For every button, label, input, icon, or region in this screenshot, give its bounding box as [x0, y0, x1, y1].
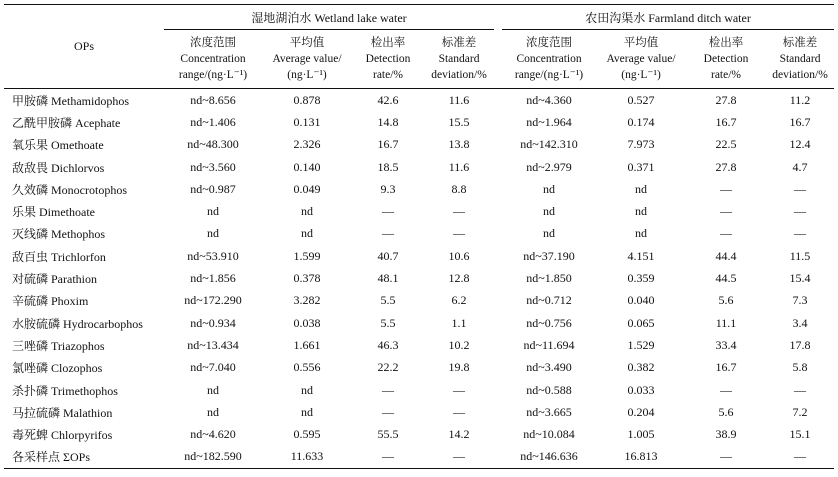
cell-stddev-farmland: 15.4	[789, 271, 811, 286]
cell-detection-farmland: 33.4	[715, 337, 737, 352]
cell-average-wetland: 0.038	[293, 315, 321, 330]
cell-detection-wetland: —	[382, 404, 394, 419]
row-op-name: 敌百虫 Trichlorfon	[12, 249, 106, 264]
cell-stddev-farmland: 17.8	[789, 337, 811, 352]
table-row	[4, 134, 834, 156]
cell-stddev-farmland: —	[766, 446, 834, 469]
cell-stddev-wetland: —	[453, 382, 465, 397]
cell-concentration-farmland: nd	[543, 181, 556, 196]
row-gap	[494, 401, 502, 423]
cell-detection-farmland: 11.1	[715, 315, 737, 330]
table-row	[4, 89, 834, 112]
cell-concentration-farmland: nd~142.310	[520, 137, 578, 152]
cell-stddev-farmland: 11.2	[789, 92, 811, 107]
cell-stddev-farmland: —	[794, 204, 807, 219]
cell-average-wetland: nd	[301, 204, 313, 219]
row-gap	[494, 267, 502, 289]
cell-average-farmland: 0.359	[627, 271, 655, 286]
cell-average-farmland: 0.065	[627, 315, 655, 330]
cell-average-farmland: 0.040	[627, 293, 655, 308]
cell-average-wetland: 0.595	[293, 427, 321, 442]
cell-concentration-wetland: nd	[207, 226, 219, 241]
row-gap	[494, 334, 502, 356]
table-row	[4, 357, 834, 379]
cell-average-wetland: nd	[301, 226, 313, 241]
cell-detection-wetland: 48.1	[377, 271, 399, 286]
cell-concentration-wetland: nd~3.560	[190, 159, 236, 174]
cell-detection-farmland: 27.8	[715, 92, 737, 107]
cell-stddev-wetland: 6.2	[451, 293, 467, 308]
cell-detection-wetland: —	[382, 226, 394, 241]
cell-stddev-farmland: 12.4	[789, 137, 811, 152]
cell-detection-wetland: 40.7	[377, 248, 399, 263]
table-row	[4, 446, 834, 469]
cell-stddev-wetland: 10.6	[448, 248, 470, 263]
row-op-name: 水胺硫磷 Hydrocarbophos	[12, 316, 143, 331]
cell-average-farmland: 0.204	[627, 404, 655, 419]
cell-stddev-wetland: 11.6	[448, 159, 470, 174]
cell-stddev-farmland: 16.7	[789, 114, 811, 129]
row-gap	[494, 134, 502, 156]
col-header-concentration-farmland: 浓度范围 Concentration range/(ng·L⁻¹)	[502, 30, 596, 89]
row-op-name: 马拉硫磷 Malathion	[12, 405, 113, 420]
cell-average-wetland: nd	[301, 404, 313, 419]
cell-average-wetland: 2.326	[293, 137, 321, 152]
table-row	[4, 379, 834, 401]
cell-detection-farmland: —	[686, 446, 766, 469]
cell-concentration-wetland: nd~172.290	[184, 293, 242, 308]
row-gap	[494, 156, 502, 178]
cell-detection-wetland: 5.5	[380, 315, 396, 330]
group-header-wetland: 湿地湖泊水 Wetland lake water	[164, 5, 494, 30]
cell-concentration-farmland: nd~11.694	[523, 337, 575, 352]
col-header-stddev-wetland: 标准差 Standard deviation/%	[424, 30, 494, 89]
cell-concentration-wetland: nd	[207, 382, 219, 397]
row-op-name: 敌敌畏 Dichlorvos	[12, 160, 105, 175]
group-gap	[494, 5, 502, 30]
cell-detection-wetland: 55.5	[377, 427, 399, 442]
cell-detection-farmland: 27.8	[715, 159, 737, 174]
cell-concentration-farmland: nd~146.636	[502, 446, 596, 469]
cell-detection-wetland: 46.3	[377, 337, 399, 352]
cell-average-farmland: 0.527	[627, 92, 655, 107]
row-op-name: 氧乐果 Omethoate	[12, 138, 104, 153]
op-column-header: OPs	[4, 5, 164, 89]
cell-stddev-wetland: 12.8	[448, 271, 470, 286]
cell-detection-farmland: —	[720, 226, 733, 241]
cell-average-farmland: 4.151	[627, 248, 655, 263]
row-op-name: 辛硫磷 Phoxim	[12, 294, 89, 309]
cell-concentration-farmland: nd~1.850	[526, 271, 572, 286]
cell-stddev-wetland: 15.5	[448, 114, 470, 129]
cell-stddev-farmland: —	[794, 382, 807, 397]
cell-stddev-farmland: —	[794, 226, 807, 241]
table-row	[4, 312, 834, 334]
cell-detection-wetland: 16.7	[377, 137, 399, 152]
col-gap	[494, 30, 502, 89]
table-row	[4, 156, 834, 178]
cell-concentration-farmland: nd~0.756	[526, 315, 572, 330]
cell-concentration-wetland: nd~7.040	[190, 360, 236, 375]
cell-concentration-farmland: nd~3.490	[526, 360, 572, 375]
cell-detection-farmland: 5.6	[718, 293, 734, 308]
cell-average-farmland: 1.529	[627, 337, 655, 352]
cell-stddev-wetland: 19.8	[448, 360, 470, 375]
row-op-name: 对硫磷 Parathion	[12, 272, 97, 287]
cell-average-farmland: 0.174	[627, 114, 655, 129]
row-gap	[494, 245, 502, 267]
cell-detection-farmland: 16.7	[715, 114, 737, 129]
cell-detection-farmland: —	[720, 204, 733, 219]
cell-stddev-wetland: 11.6	[448, 92, 470, 107]
cell-detection-farmland: 44.5	[715, 271, 737, 286]
cell-average-wetland: 0.140	[293, 159, 321, 174]
group-header-farmland: 农田沟渠水 Farmland ditch water	[502, 5, 834, 30]
cell-detection-farmland: 16.7	[715, 360, 737, 375]
col-header-detection-wetland: 检出率 Detection rate/%	[352, 30, 424, 89]
cell-concentration-wetland: nd~1.406	[190, 114, 236, 129]
row-op-name: 久效磷 Monocrotophos	[12, 182, 127, 197]
row-op-name: 氯唑磷 Clozophos	[12, 361, 103, 376]
row-op-name: 乐果 Dimethoate	[12, 205, 95, 220]
cell-stddev-farmland: —	[794, 181, 807, 196]
row-op-name: 各采样点 ΣOPs	[4, 446, 164, 469]
row-op-name: 灭线磷 Methophos	[12, 227, 106, 242]
table-row	[4, 178, 834, 200]
row-gap	[494, 446, 502, 469]
cell-concentration-farmland: nd~10.084	[523, 427, 575, 442]
cell-stddev-wetland: —	[453, 226, 465, 241]
cell-concentration-wetland: nd~4.620	[190, 427, 236, 442]
cell-average-wetland: 1.599	[293, 248, 321, 263]
table-row	[4, 267, 834, 289]
cell-stddev-farmland: 7.3	[792, 293, 808, 308]
cell-concentration-wetland: nd~0.987	[190, 181, 236, 196]
row-gap	[494, 200, 502, 222]
cell-stddev-wetland: 10.2	[448, 337, 470, 352]
cell-concentration-farmland: nd	[543, 226, 556, 241]
cell-average-wetland: 0.049	[293, 181, 321, 196]
cell-average-wetland: 3.282	[293, 293, 321, 308]
cell-concentration-wetland: nd~53.910	[187, 248, 239, 263]
cell-average-farmland: nd	[635, 204, 648, 219]
cell-stddev-farmland: 15.1	[789, 427, 811, 442]
cell-detection-farmland: 5.6	[718, 404, 734, 419]
cell-stddev-farmland: 11.5	[789, 248, 811, 263]
row-gap	[494, 290, 502, 312]
cell-detection-farmland: —	[720, 181, 733, 196]
cell-concentration-wetland: nd~13.434	[187, 337, 239, 352]
cell-average-wetland: 0.131	[293, 114, 321, 129]
cell-detection-wetland: 18.5	[377, 159, 399, 174]
cell-detection-wetland: —	[382, 204, 394, 219]
cell-average-farmland: 0.033	[627, 382, 655, 397]
cell-concentration-wetland: nd~1.856	[190, 271, 236, 286]
row-gap	[494, 178, 502, 200]
ops-concentration-table	[4, 4, 834, 469]
cell-average-wetland: nd	[301, 382, 313, 397]
cell-detection-farmland: 38.9	[715, 427, 737, 442]
col-header-stddev-farmland: 标准差 Standard deviation/%	[766, 30, 834, 89]
table-row	[4, 111, 834, 133]
cell-detection-wetland: —	[352, 446, 424, 469]
cell-concentration-farmland: nd	[543, 204, 556, 219]
cell-concentration-wetland: nd~182.590	[164, 446, 262, 469]
cell-stddev-farmland: 3.4	[792, 315, 808, 330]
table-row	[4, 334, 834, 356]
cell-detection-wetland: 9.3	[380, 181, 396, 196]
table-row	[4, 245, 834, 267]
cell-concentration-farmland: nd~3.665	[526, 404, 572, 419]
cell-stddev-wetland: —	[424, 446, 494, 469]
cell-stddev-wetland: —	[453, 404, 465, 419]
row-gap	[494, 89, 502, 112]
col-header-average-farmland: 平均值 Average value/ (ng·L⁻¹)	[596, 30, 686, 89]
cell-detection-wetland: 14.8	[377, 114, 399, 129]
cell-concentration-wetland: nd	[207, 204, 219, 219]
cell-concentration-farmland: nd~1.964	[526, 114, 572, 129]
cell-concentration-farmland: nd~2.979	[526, 159, 572, 174]
row-op-name: 杀扑磷 Trimethophos	[12, 383, 118, 398]
cell-stddev-farmland: 4.7	[792, 159, 808, 174]
cell-average-farmland: 1.005	[627, 427, 655, 442]
row-op-name: 三唑磷 Triazophos	[12, 338, 105, 353]
cell-average-farmland: nd	[635, 226, 648, 241]
cell-stddev-wetland: 8.8	[451, 181, 467, 196]
cell-stddev-wetland: 14.2	[448, 427, 470, 442]
cell-detection-wetland: 42.6	[377, 92, 399, 107]
table-row	[4, 200, 834, 222]
col-header-detection-farmland: 检出率 Detection rate/%	[686, 30, 766, 89]
cell-stddev-wetland: 1.1	[451, 315, 467, 330]
row-op-name: 甲胺磷 Methamidophos	[12, 93, 129, 108]
row-op-name: 毒死蜱 Chlorpyrifos	[12, 428, 113, 443]
table-row	[4, 290, 834, 312]
cell-average-farmland: 16.813	[596, 446, 686, 469]
cell-detection-wetland: 5.5	[380, 293, 396, 308]
cell-concentration-wetland: nd~8.656	[190, 92, 236, 107]
cell-average-farmland: 7.973	[627, 137, 655, 152]
cell-concentration-farmland: nd~4.360	[526, 92, 572, 107]
cell-average-wetland: 1.661	[293, 337, 321, 352]
row-op-name: 乙酰甲胺磷 Acephate	[12, 115, 121, 130]
cell-concentration-farmland: nd~0.712	[526, 293, 572, 308]
cell-stddev-wetland: —	[453, 204, 465, 219]
row-gap	[494, 111, 502, 133]
row-gap	[494, 312, 502, 334]
cell-stddev-farmland: 5.8	[792, 360, 808, 375]
table-row	[4, 223, 834, 245]
cell-stddev-farmland: 7.2	[792, 404, 808, 419]
cell-average-wetland: 0.556	[293, 360, 321, 375]
table-row	[4, 423, 834, 445]
cell-stddev-wetland: 13.8	[448, 137, 470, 152]
cell-detection-wetland: 22.2	[377, 360, 399, 375]
cell-average-wetland: 11.633	[262, 446, 352, 469]
table-row	[4, 401, 834, 423]
row-gap	[494, 379, 502, 401]
col-header-concentration-wetland: 浓度范围 Concentration range/(ng·L⁻¹)	[164, 30, 262, 89]
row-gap	[494, 223, 502, 245]
table-body	[4, 89, 834, 469]
cell-detection-farmland: 44.4	[715, 248, 737, 263]
cell-average-wetland: 0.378	[293, 271, 321, 286]
col-header-average-wetland: 平均值 Average value/ (ng·L⁻¹)	[262, 30, 352, 89]
cell-detection-farmland: 22.5	[715, 137, 737, 152]
cell-average-wetland: 0.878	[293, 92, 321, 107]
cell-concentration-farmland: nd~37.190	[523, 248, 575, 263]
cell-average-farmland: nd	[635, 181, 648, 196]
cell-concentration-farmland: nd~0.588	[526, 382, 572, 397]
cell-concentration-wetland: nd~48.300	[187, 137, 239, 152]
cell-detection-farmland: —	[720, 382, 733, 397]
row-gap	[494, 423, 502, 445]
cell-detection-wetland: —	[382, 382, 394, 397]
cell-concentration-wetland: nd~0.934	[190, 315, 236, 330]
cell-average-farmland: 0.382	[627, 360, 655, 375]
cell-concentration-wetland: nd	[207, 404, 219, 419]
row-gap	[494, 357, 502, 379]
cell-average-farmland: 0.371	[627, 159, 655, 174]
